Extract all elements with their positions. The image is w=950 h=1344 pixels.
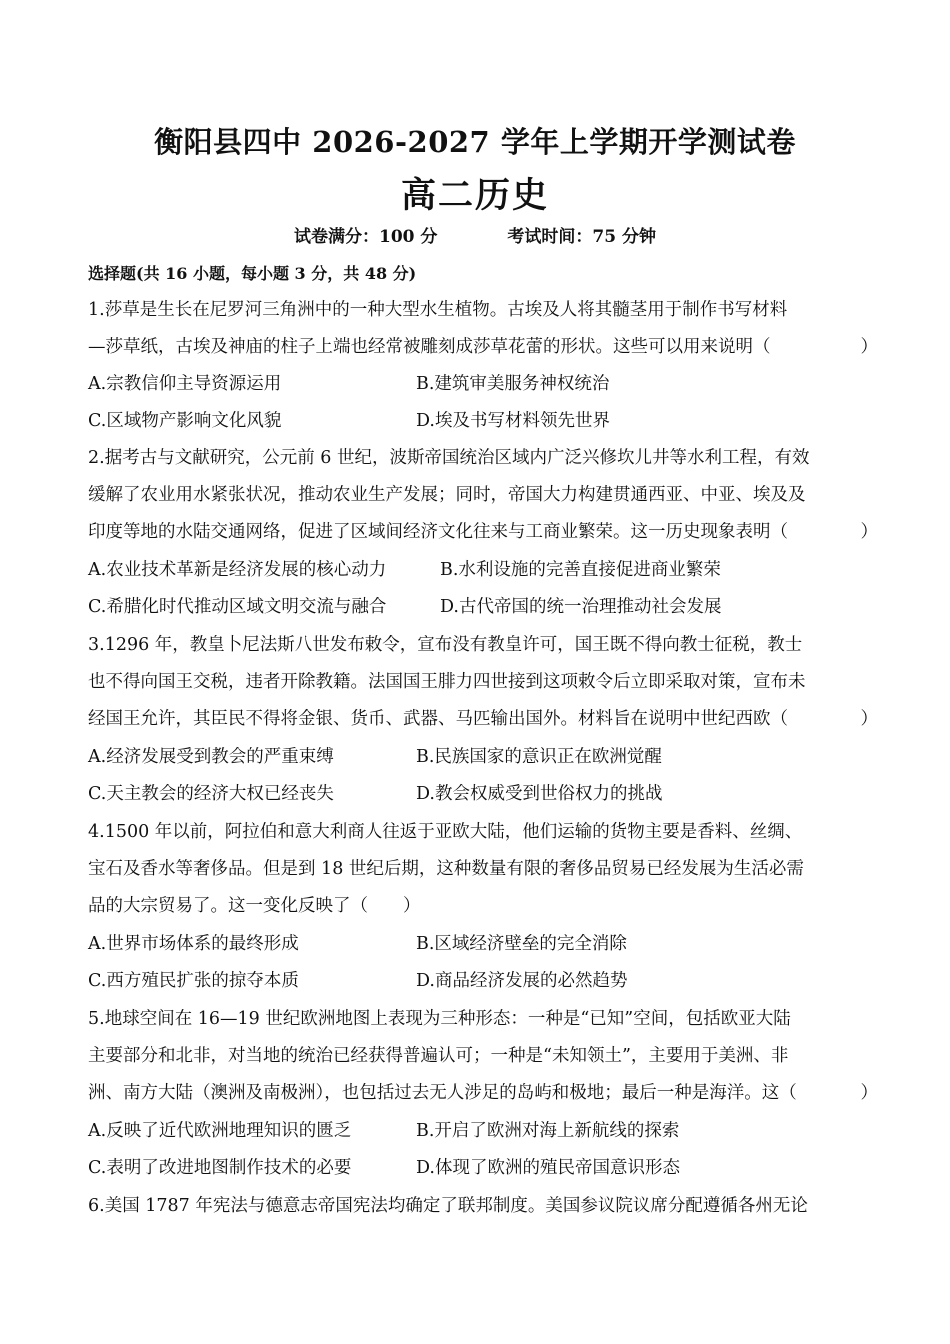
q1-option-d: D.埃及书写材料领先世界 [416, 411, 610, 431]
q4-line-2: 宝石及香水等奢侈品。但是到 18 世纪后期，这种数量有限的奢侈品贸易已经发展为生活必需 [88, 859, 804, 879]
q1-option-c: C.区域物产影响文化风貌 [88, 411, 282, 431]
q2-option-d: D.古代帝国的统一治理推动社会发展 [440, 597, 722, 617]
q1-option-a: A.宗教信仰主导资源运用 [88, 374, 282, 394]
q4-option-c: C.西方殖民扩张的掠夺本质 [88, 971, 299, 991]
q5-option-d: D.体现了欧洲的殖民帝国意识形态 [416, 1158, 680, 1178]
exam-time: 考试时间：75 分钟 [507, 227, 656, 247]
q3-line-3-text: 经国王允许，其臣民不得将金银、货币、武器、马匹输出国外。材料旨在说明中世纪西欧（ [88, 709, 788, 729]
q3-option-c: C.天主教会的经济大权已经丧失 [88, 784, 334, 804]
q2-option-c: C.希腊化时代推动区域文明交流与融合 [88, 597, 387, 617]
q3-option-b: B.民族国家的意识正在欧洲觉醒 [416, 747, 662, 767]
q1-line-2-text: —莎草纸，古埃及神庙的柱子上端也经常被雕刻成莎草花蕾的形状。这些可以用来说明（ [88, 337, 771, 357]
section-title: 选择题(共 16 小题，每小题 3 分，共 48 分) [88, 264, 417, 283]
q5-option-b: B.开启了欧洲对海上新航线的探索 [416, 1121, 680, 1141]
q4-option-d: D.商品经济发展的必然趋势 [416, 971, 628, 991]
q3-line-2: 也不得向国王交税，违者开除教籍。法国国王腓力四世接到这项敕令后立即采取对策，宣布未 [88, 672, 806, 692]
q5-line-1: 5.地球空间在 16—19 世纪欧洲地图上表现为三种形态：一种是“已知”空间，包括欧亚大陆 [88, 1009, 791, 1029]
q5-line-3-text: 洲、南方大陆（澳洲及南极洲），也包括过去无人涉足的岛屿和极地；最后一种是海洋。这（ [88, 1083, 797, 1103]
q5-line-3 [88, 1081, 878, 1105]
q3-line-1: 3.1296 年，教皇卜尼法斯八世发布敕令，宣布没有教皇许可，国王既不得向教士征税，教士 [88, 635, 803, 655]
exam-meta [0, 222, 950, 247]
q4-option-a: A.世界市场体系的最终形成 [88, 934, 299, 954]
q3-line-3 [88, 707, 878, 731]
q4-line-3: 品的大宗贸易了。这一变化反映了（ ） [88, 896, 421, 916]
q2-line-2: 缓解了农业用水紧张状况，推动农业生产发展；同时，帝国大力构建贯通西亚、中亚、埃及及 [88, 485, 806, 505]
q1-option-b: B.建筑审美服务神权统治 [416, 374, 610, 394]
q1-line-1: 1.莎草是生长在尼罗河三角洲中的一种大型水生植物。古埃及人将其髓茎用于制作书写材料 [88, 300, 788, 320]
full-score: 试卷满分：100 分 [294, 227, 438, 247]
q1-line-2 [88, 335, 878, 359]
q2-option-b: B.水利设施的完善直接促进商业繁荣 [440, 560, 721, 580]
q5-option-c: C.表明了改进地图制作技术的必要 [88, 1158, 352, 1178]
q5-line-2: 主要部分和北非，对当地的统治已经获得普遍认可；一种是“未知领土”，主要用于美洲、非 [88, 1046, 789, 1066]
exam-subject: 高二历史 [400, 175, 549, 216]
q2-line-1: 2.据考古与文献研究，公元前 6 世纪，波斯帝国统治区域内广泛兴修坎儿井等水利工程，有效 [88, 448, 810, 468]
q3-option-a: A.经济发展受到教会的严重束缚 [88, 747, 334, 767]
q2-option-a: A.农业技术革新是经济发展的核心动力 [88, 560, 387, 580]
q3-option-d: D.教会权威受到世俗权力的挑战 [416, 784, 663, 804]
q1-answer-bracket: ） [860, 337, 878, 357]
q3-answer-bracket: ） [860, 709, 878, 729]
q2-answer-bracket: ） [860, 522, 878, 542]
exam-title: 衡阳县四中 2026-2027 学年上学期开学测试卷 [154, 125, 796, 159]
q2-line-3-text: 印度等地的水陆交通网络，促进了区域间经济文化往来与工商业繁荣。这一历史现象表明（ [88, 522, 788, 542]
q6-line-1: 6.美国 1787 年宪法与德意志帝国宪法均确定了联邦制度。美国参议院议席分配遵循各州无论 [88, 1196, 808, 1216]
q4-line-1: 4.1500 年以前，阿拉伯和意大利商人往返于亚欧大陆，他们运输的货物主要是香料、丝绸、 [88, 822, 803, 842]
q5-option-a: A.反映了近代欧洲地理知识的匮乏 [88, 1121, 352, 1141]
q5-answer-bracket: ） [860, 1083, 878, 1103]
q4-option-b: B.区域经济壁垒的完全消除 [416, 934, 627, 954]
q2-line-3 [88, 520, 878, 544]
